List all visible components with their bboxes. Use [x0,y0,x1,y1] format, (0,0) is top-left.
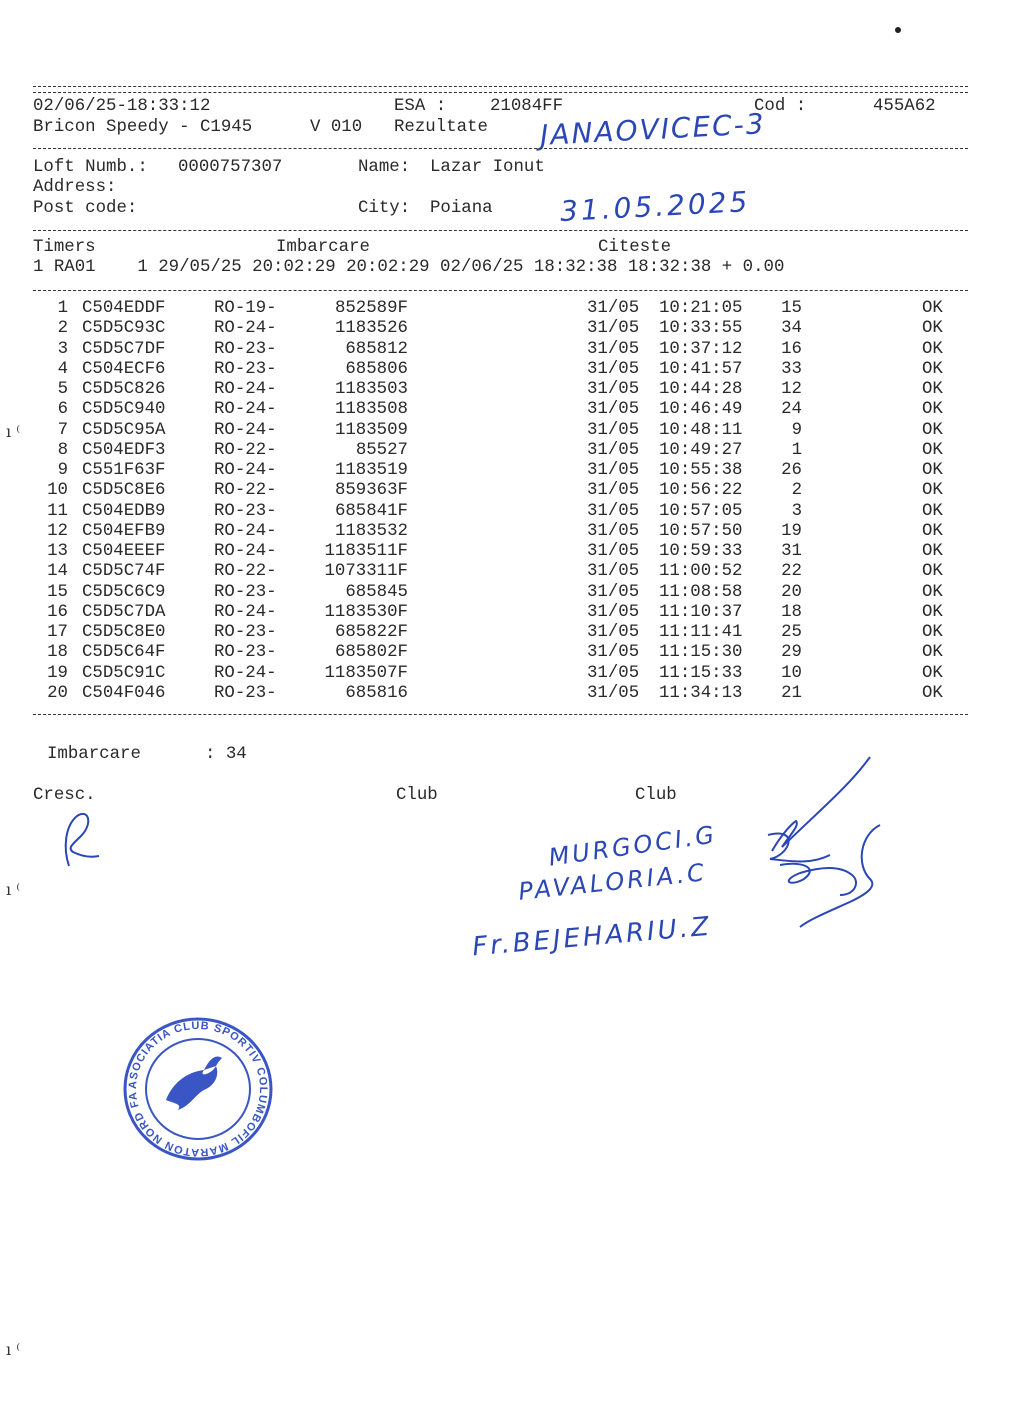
cell-date: 31/05 [587,623,640,642]
cell-status: OK [922,562,943,582]
cell-date: 31/05 [587,643,640,663]
handwritten-race-name: JANAOVICEC-3 [539,107,767,152]
timers-citeste-label: Citeste [598,238,672,257]
loft-value: 0000757307 [178,158,283,177]
timers-label: Timers [33,238,96,257]
cell-chip: C504EEEF [82,542,166,561]
cell-chip: C504EDDF [82,299,166,318]
cell-date: 31/05 [587,440,640,460]
cell-pos: 1 [791,440,802,460]
cell-chip: C551F63F [82,461,166,480]
cell-pos: 12 [781,380,802,399]
cell-ring: RO-24- [214,461,277,480]
cell-num: 1183509 [334,420,408,440]
cell-num: 1183507F [324,663,408,683]
postcode-label: Post code: [33,199,138,218]
cell-time: 10:48:11 [659,420,743,440]
cell-num: 685822F [334,623,408,642]
cell-time: 10:56:22 [659,481,743,501]
table-row [0,562,1024,582]
cell-pos: 19 [781,521,802,541]
cell-ring: RO-19- [214,299,277,318]
margin-mark-1: ı ⁽ [6,422,21,441]
table-row [0,441,1024,461]
cell-time: 10:21:05 [659,299,743,318]
signatory-1: MURGOCI.G [546,820,719,872]
cell-date: 31/05 [587,481,640,501]
cell-date: 31/05 [587,339,640,359]
cell-n: 9 [57,461,68,480]
cell-date: 31/05 [587,420,640,440]
cell-n: 18 [47,643,68,663]
cell-chip: C504F046 [82,683,166,703]
cell-pos: 26 [781,461,802,480]
cell-pos: 18 [781,602,802,622]
cell-n: 14 [47,562,68,582]
cell-date: 31/05 [587,602,640,622]
table-row [0,380,1024,400]
cell-num: 1183503 [334,380,408,399]
cell-ring: RO-23- [214,359,277,379]
cell-ring: RO-24- [214,420,277,440]
cell-n: 13 [47,542,68,561]
cell-ring: RO-23- [214,683,277,703]
cell-status: OK [922,582,943,602]
table-row [0,360,1024,380]
cell-date: 31/05 [587,461,640,480]
cell-time: 11:15:30 [659,643,743,663]
cell-pos: 10 [781,663,802,683]
cell-num: 685841F [334,501,408,521]
cell-time: 11:08:58 [659,582,743,602]
table-row [0,340,1024,360]
footer-imbarcare-label: Imbarcare [47,745,141,764]
cell-num: 1183511F [324,542,408,561]
table-row [0,522,1024,542]
signatory-2: PAVALORIA.C [517,858,709,906]
name-label: Name: [358,158,411,177]
cell-chip: C5D5C93C [82,319,166,339]
cell-num: 852589F [334,299,408,318]
cell-chip: C5D5C91C [82,663,166,683]
cell-chip: C504EFB9 [82,521,166,541]
cell-status: OK [922,521,943,541]
table-row [0,421,1024,441]
cell-time: 10:49:27 [659,440,743,460]
cell-time: 11:34:13 [659,683,743,703]
table-row [0,664,1024,684]
cell-num: 685845 [345,582,408,602]
cell-time: 10:33:55 [659,319,743,339]
cell-time: 11:00:52 [659,562,743,582]
cell-chip: C5D5C7DF [82,339,166,359]
cell-n: 2 [57,319,68,339]
cell-pos: 15 [781,299,802,318]
divider-timers [33,290,968,291]
esa-label: ESA : [394,97,447,116]
print-datetime: 02/06/25-18:33:12 [33,97,211,116]
cell-n: 12 [47,521,68,541]
cell-chip: C504ECF6 [82,359,166,379]
cell-num: 685812 [345,339,408,359]
signatory-3: Fr.BEJEHARIU.Z [471,911,713,963]
cell-status: OK [922,400,943,420]
cell-chip: C504EDB9 [82,501,166,521]
cresc-label: Cresc. [33,786,96,805]
cell-pos: 34 [781,319,802,339]
cell-status: OK [922,623,943,642]
handwritten-date: 31.05.2025 [559,185,752,228]
divider-top-2 [33,92,968,93]
cell-status: OK [922,542,943,561]
cell-ring: RO-23- [214,623,277,642]
cell-date: 31/05 [587,359,640,379]
cod-label: Cod : [754,97,807,116]
address-label: Address: [33,178,117,197]
cell-ring: RO-23- [214,582,277,602]
cell-pos: 24 [781,400,802,420]
cell-ring: RO-24- [214,542,277,561]
cell-chip: C5D5C74F [82,562,166,582]
cell-chip: C5D5C8E0 [82,623,166,642]
cell-num: 859363F [334,481,408,501]
cell-time: 11:11:41 [659,623,743,642]
table-row [0,643,1024,663]
cell-time: 10:59:33 [659,542,743,561]
table-row [0,461,1024,481]
cell-date: 31/05 [587,400,640,420]
cell-pos: 9 [791,420,802,440]
cell-n: 19 [47,663,68,683]
table-row [0,542,1024,562]
divider-owner [33,230,968,231]
stamp-text: ASOCIATIA CLUB SPORTIV COLUMBOFIL MARATON NORD FALTICENI [115,1005,270,1159]
cell-chip: C5D5C95A [82,420,166,440]
divider-header [33,148,968,149]
cell-date: 31/05 [587,562,640,582]
scan-dot [895,27,901,33]
table-row [0,319,1024,339]
cell-time: 11:10:37 [659,602,743,622]
cell-date: 31/05 [587,319,640,339]
timers-imbarcare-label: Imbarcare [276,238,370,257]
table-row [0,502,1024,522]
system-name: Bricon Speedy - C1945 [33,118,253,137]
signature-scribble-icon [760,755,890,945]
cell-time: 10:44:28 [659,380,743,399]
margin-mark-2: ı ⁽ [6,880,21,899]
cell-ring: RO-23- [214,501,277,521]
cell-status: OK [922,339,943,359]
club-stamp-icon [115,1005,276,1164]
cell-num: 1183532 [334,521,408,541]
cell-n: 6 [57,400,68,420]
cell-ring: RO-24- [214,521,277,541]
cell-date: 31/05 [587,521,640,541]
cell-n: 17 [47,623,68,642]
cell-status: OK [922,319,943,339]
cell-chip: C5D5C7DA [82,602,166,622]
table-row [0,583,1024,603]
version: V 010 [310,118,363,137]
cell-pos: 3 [791,501,802,521]
club-label-1: Club [396,786,438,805]
cell-n: 5 [57,380,68,399]
cell-status: OK [922,380,943,399]
club-label-2: Club [635,786,677,805]
cell-time: 11:15:33 [659,663,743,683]
cell-status: OK [922,359,943,379]
cell-num: 85527 [355,440,408,460]
name-value: Lazar Ionut [430,158,545,177]
cell-ring: RO-24- [214,663,277,683]
city-value: Poiana [430,199,493,218]
cell-date: 31/05 [587,299,640,318]
cell-date: 31/05 [587,582,640,602]
cell-n: 11 [47,501,68,521]
divider-results [33,714,968,715]
cod-value: 455A62 [873,97,936,116]
cell-n: 1 [57,299,68,318]
cell-date: 31/05 [587,663,640,683]
cell-ring: RO-24- [214,400,277,420]
cell-n: 4 [57,359,68,379]
cell-num: 1183526 [334,319,408,339]
cell-num: 1183530F [324,602,408,622]
cell-ring: RO-22- [214,440,277,460]
cell-status: OK [922,481,943,501]
cell-chip: C504EDF3 [82,440,166,460]
cell-n: 3 [57,339,68,359]
footer-imbarcare-value: : 34 [205,745,247,764]
cell-num: 1183508 [334,400,408,420]
table-row [0,400,1024,420]
cell-status: OK [922,501,943,521]
cell-pos: 25 [781,623,802,642]
cell-n: 10 [47,481,68,501]
cell-date: 31/05 [587,380,640,399]
cell-ring: RO-22- [214,481,277,501]
cell-ring: RO-24- [214,319,277,339]
cell-n: 16 [47,602,68,622]
cell-num: 685816 [345,683,408,703]
city-label: City: [358,199,411,218]
report-title: Rezultate [394,118,488,137]
cell-date: 31/05 [587,542,640,561]
breeder-signature-icon [55,808,115,878]
cell-time: 10:57:50 [659,521,743,541]
table-row [0,603,1024,623]
cell-pos: 2 [791,481,802,501]
cell-time: 10:46:49 [659,400,743,420]
timers-line: 1 RA01 1 29/05/25 20:02:29 20:02:29 02/06/25 18:32:38 18:32:38 + 0.00 [33,258,785,277]
divider-top-1 [33,86,968,87]
cell-ring: RO-23- [214,339,277,359]
cell-n: 20 [47,683,68,703]
loft-label: Loft Numb.: [33,158,148,177]
cell-num: 685802F [334,643,408,663]
cell-n: 8 [57,440,68,460]
cell-time: 10:57:05 [659,501,743,521]
cell-chip: C5D5C6C9 [82,582,166,602]
table-row [0,299,1024,319]
cell-num: 685806 [345,359,408,379]
table-row [0,623,1024,643]
cell-chip: C5D5C826 [82,380,166,399]
cell-pos: 31 [781,542,802,561]
margin-mark-3: ı ⁽ [6,1340,21,1359]
cell-pos: 20 [781,582,802,602]
cell-status: OK [922,602,943,622]
cell-num: 1183519 [334,461,408,480]
cell-ring: RO-24- [214,380,277,399]
cell-status: OK [922,461,943,480]
cell-ring: RO-23- [214,643,277,663]
cell-chip: C5D5C940 [82,400,166,420]
cell-chip: C5D5C64F [82,643,166,663]
cell-time: 10:37:12 [659,339,743,359]
cell-time: 10:41:57 [659,359,743,379]
cell-num: 1073311F [324,562,408,582]
cell-pos: 22 [781,562,802,582]
cell-ring: RO-22- [214,562,277,582]
cell-date: 31/05 [587,683,640,703]
cell-chip: C5D5C8E6 [82,481,166,501]
cell-pos: 29 [781,643,802,663]
cell-status: OK [922,420,943,440]
cell-pos: 16 [781,339,802,359]
table-row [0,481,1024,501]
cell-pos: 21 [781,683,802,703]
cell-n: 15 [47,582,68,602]
cell-pos: 33 [781,359,802,379]
cell-status: OK [922,299,943,318]
cell-status: OK [922,663,943,683]
cell-ring: RO-24- [214,602,277,622]
cell-status: OK [922,683,943,703]
cell-time: 10:55:38 [659,461,743,480]
esa-value: 21084FF [490,97,564,116]
cell-n: 7 [57,420,68,440]
table-row [0,684,1024,704]
cell-date: 31/05 [587,501,640,521]
cell-status: OK [922,440,943,460]
cell-status: OK [922,643,943,663]
